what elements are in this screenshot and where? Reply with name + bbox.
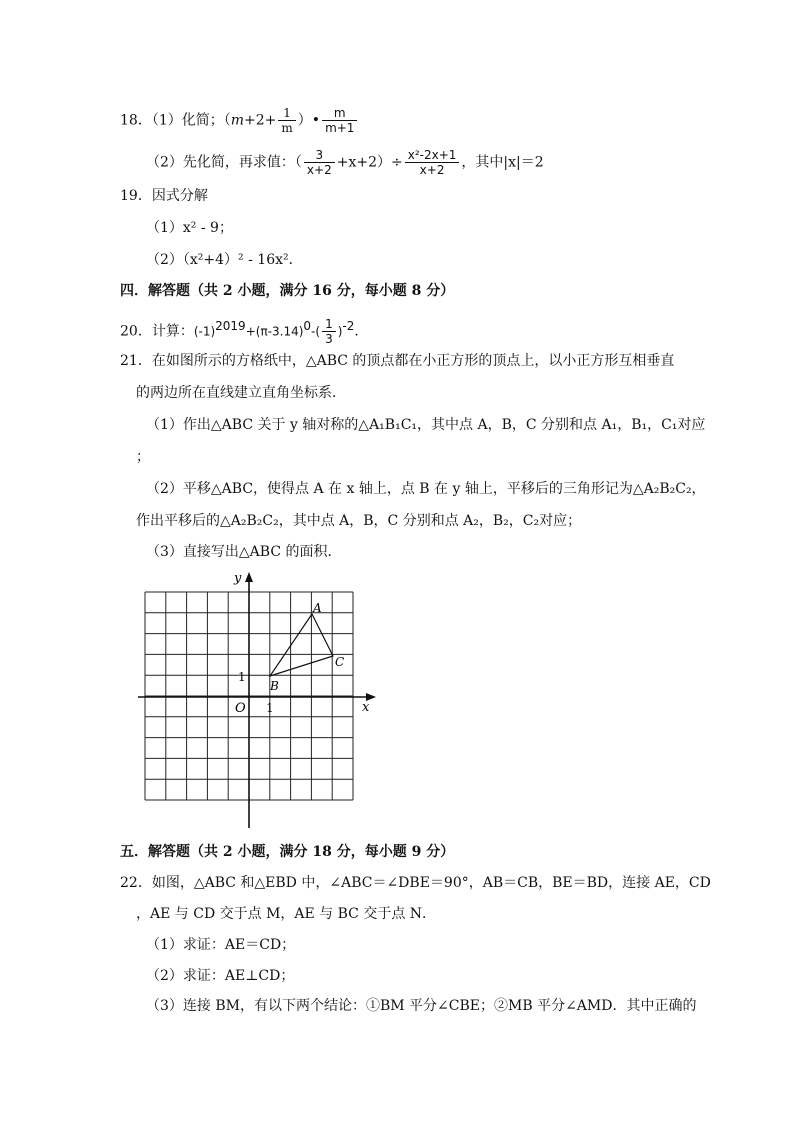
q18-p1-plus: +2+ — [244, 112, 277, 129]
triangle-abc — [270, 614, 333, 676]
fraction-denominator: x+2 — [306, 163, 332, 177]
q20-term-a: (-1) — [193, 324, 216, 339]
q18-p1-close: ）• — [297, 112, 321, 129]
q21-part2a: （2）平移△ABC，使得点 A 在 x 轴上，点 B 在 y 轴上，平移后的三角形记为△A₂B₂C₂， — [146, 481, 706, 497]
q20-exp-a: 2019 — [215, 319, 246, 333]
q21-part3: （3）直接写出△ABC 的面积． — [146, 544, 342, 560]
q21-part1b: ； — [136, 449, 150, 465]
q18-p2-label: （2）先化简，再求值：（ — [146, 154, 302, 171]
q18-p1-fraction — [278, 106, 295, 135]
x-axis-label: x — [362, 700, 370, 715]
q20-exp-d: -2 — [342, 319, 355, 333]
point-c-label: C — [335, 655, 345, 669]
fraction-numerator: x²-2x+1 — [405, 148, 460, 163]
q20 — [120, 316, 368, 346]
q18-p1-label: （1）化简；（ — [151, 112, 231, 129]
q18-p2-mid: +x+2）÷ — [336, 154, 403, 171]
q22-line1: 22．如图，△ABC 和△EBD 中，∠ABC＝∠DBE＝90°，AB＝CB，BE＝BD，连接 AE，CD — [120, 875, 711, 891]
q19-title: 19．因式分解 — [120, 188, 208, 204]
q18-part1 — [120, 106, 359, 135]
y-axis-arrow — [245, 572, 253, 582]
q20-end: ． — [354, 323, 369, 340]
y-tick-1-label: 1 — [238, 670, 246, 684]
q20-exp-b: 0 — [303, 319, 312, 333]
q22-line2: ，AE 与 CD 交于点 M，AE 与 BC 交于点 N． — [136, 906, 437, 922]
x-tick-1-label: 1 — [266, 701, 274, 715]
fraction-denominator: x+2 — [419, 163, 445, 177]
q18-p1-fraction2 — [322, 106, 357, 135]
q22-part1: （1）求证：AE＝CD； — [146, 937, 296, 953]
q22-part3: （3）连接 BM，有以下两个结论：①BM 平分∠CBE；②MB 平分∠AMD．其中正确的 — [146, 998, 697, 1014]
fraction-denominator: 3 — [325, 332, 333, 347]
q21-part1a: （1）作出△ABC 关于 y 轴对称的△A₁B₁C₁，其中点 A，B，C 分别和点 A₁，B₁，C₁对应 — [146, 417, 706, 433]
q21-line1: 21．在如图所示的方格纸中，△ABC 的顶点都在小正方形的顶点上，以小正方形互相垂直 — [120, 353, 675, 369]
point-b-label: B — [270, 679, 279, 693]
origin-label: O — [235, 701, 246, 716]
fraction-numerator: 1 — [322, 317, 336, 332]
section-5-heading: 五．解答题（共 2 小题，满分 18 分，每小题 9 分） — [120, 844, 455, 860]
q18-p2-fraction2 — [405, 148, 460, 177]
fraction-numerator: 1 — [278, 106, 295, 121]
q18-p2-fraction — [304, 148, 335, 177]
q18-p2-tail: ，其中|x|＝2 — [461, 154, 544, 171]
q18-number: 18． — [120, 112, 152, 129]
q20-term-d: ) — [337, 324, 343, 339]
q21-line2: 的两边所在直线建立直角坐标系． — [136, 385, 346, 401]
q22-part2: （2）求证：AE⊥CD； — [146, 968, 295, 984]
section-4-heading: 四．解答题（共 2 小题，满分 16 分，每小题 8 分） — [120, 283, 455, 299]
fraction-numerator: 3 — [304, 148, 335, 163]
q19-part2: （2）（x²+4）² - 16x²． — [146, 252, 303, 268]
q20-term-b: +(π-3.14) — [245, 324, 304, 339]
point-a-label: A — [313, 601, 322, 615]
q20-term-c: -( — [311, 324, 321, 339]
y-axis-label: y — [234, 571, 242, 586]
q21-part2b: 作出平移后的△A₂B₂C₂，其中点 A，B，C 分别和点 A₂，B₂，C₂对应； — [136, 513, 582, 529]
q20-fraction — [322, 317, 336, 346]
coordinate-grid-figure — [130, 568, 390, 828]
q20-label: 20．计算： — [120, 323, 194, 340]
q18-p1-m: m — [230, 112, 245, 129]
fraction-denominator: m+1 — [325, 121, 355, 135]
fraction-denominator: m — [281, 121, 293, 135]
q19-part1: （1）x² - 9； — [146, 220, 233, 236]
fraction-numerator: m — [322, 106, 357, 121]
q18-part2 — [146, 148, 544, 177]
grid-svg — [130, 568, 390, 828]
